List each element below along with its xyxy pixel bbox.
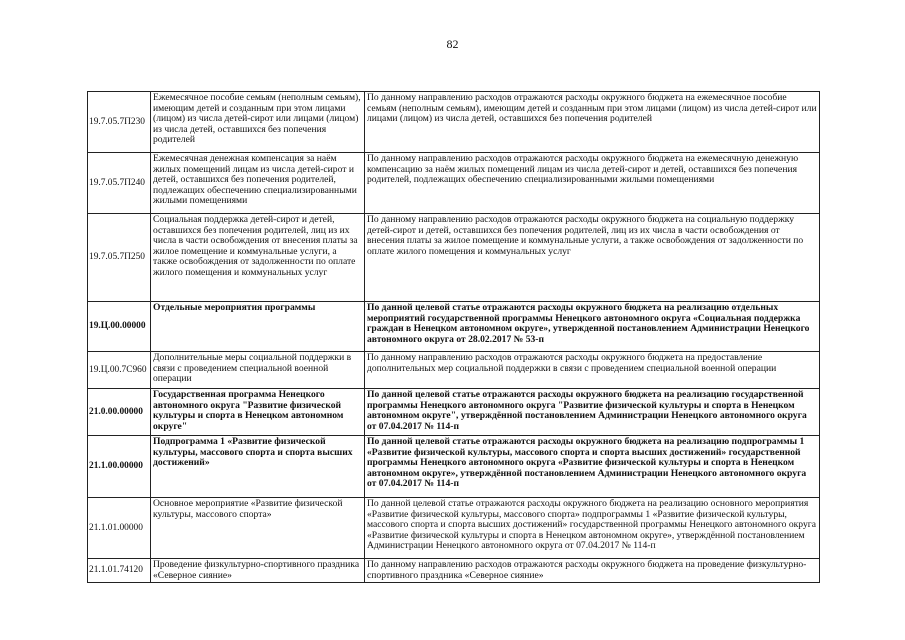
code-cell: 19.7.05.7П250 xyxy=(88,214,151,302)
name-cell: Социальная поддержка детей-сирот и детей, оставшихся без попечения родителей, лиц из их числа в части освобождения от внесения платы за жилое помещение и коммунальные услуги, а также освобождения от задолженности по оплате жилого помещения и коммунальных услуг xyxy=(151,214,365,302)
table-row xyxy=(88,92,820,153)
page-number: 82 xyxy=(446,37,459,51)
table-row xyxy=(88,389,820,436)
code-cell: 21.0.00.00000 xyxy=(88,389,151,436)
code-cell: 21.1.00.00000 xyxy=(88,436,151,498)
code-cell: 19.7.05.7П230 xyxy=(88,92,151,153)
name-cell: Подпрограмма 1 «Развитие физической культуры, массового спорта и спорта высших достижений» xyxy=(151,436,365,498)
table-row xyxy=(88,559,820,583)
code-cell: 19.Ц.00.7С960 xyxy=(88,352,151,389)
description-cell: По данному направлению расходов отражаются расходы окружного бюджета на проведение физкультурно-спортивного праздника «Северное сияние» xyxy=(365,559,820,583)
name-cell: Проведение физкультурно-спортивного праздника «Северное сияние» xyxy=(151,559,365,583)
description-cell: По данному направлению расходов отражаются расходы окружного бюджета на предоставление дополнительных мер социальной поддержки в связи с проведением специальной военной операции xyxy=(365,352,820,389)
code-cell: 19.Ц.00.00000 xyxy=(88,302,151,352)
name-cell: Ежемесячная денежная компенсация за наём жилых помещений лицам из числа детей-сирот и детей, оставшихся без попечения родителей, подлежащих обеспечению специализированными жилыми помещениями xyxy=(151,153,365,214)
description-cell: По данной целевой статье отражаются расходы окружного бюджета на реализацию подпрограммы 1 «Развитие физической культуры, массового спорта и спорта высших достижений» государственной программы Ненецкого автономного округа «Развитие физической культуры и спорта в Ненецком автономном округе», утверждённой постановлением Администрации Ненецкого автономного округа от 07.04.2017 № 114-п xyxy=(365,436,820,498)
code-cell: 21.1.01.74120 xyxy=(88,559,151,583)
code-cell: 19.7.05.7П240 xyxy=(88,153,151,214)
description-cell: По данной целевой статье отражаются расходы окружного бюджета на реализацию государственной программы Ненецкого автономного округа "Развитие физической культуры и спорта в Ненецком автономном округе", утверждённой постановлением Администрации Ненецкого автономного округа от 07.04.2017 № 114-п xyxy=(365,389,820,436)
budget-classification-table xyxy=(87,91,820,583)
table-row xyxy=(88,436,820,498)
name-cell: Основное мероприятие «Развитие физической культуры, массового спорта» xyxy=(151,498,365,559)
table-row xyxy=(88,498,820,559)
description-cell: По данному направлению расходов отражаются расходы окружного бюджета на ежемесячное пособие семьям (неполным семьям), имеющим детей и созданным при этом лицами (лицом) из числа детей-сирот или лицами (лицом) из числа детей, оставшихся без попечения родителей xyxy=(365,92,820,153)
table-row xyxy=(88,153,820,214)
name-cell: Государственная программа Ненецкого автономного округа "Развитие физической культуры и спорта в Ненецком автономном округе" xyxy=(151,389,365,436)
description-cell: По данной целевой статье отражаются расходы окружного бюджета на реализацию отдельных мероприятий государственной программы Ненецкого автономного округа «Социальная поддержка граждан в Ненецком автономном округе», утвержденной постановлением Администрации Ненецкого автономного округа от 28.02.2017 № 53-п xyxy=(365,302,820,352)
name-cell: Ежемесячное пособие семьям (неполным семьям), имеющим детей и созданным при этом лицами (лицом) из числа детей-сирот или лицами (лицом) из числа детей, оставшихся без попечения родителей xyxy=(151,92,365,153)
table-row xyxy=(88,214,820,302)
table-row xyxy=(88,352,820,389)
description-cell: По данной целевой статье отражаются расходы окружного бюджета на реализацию основного мероприятия «Развитие физической культуры, массового спорта» подпрограммы 1 «Развитие физической культуры, массового спорта и спорта высших достижений» государственной программы Ненецкого автономного округа «Развитие физической культуры и спорта в Ненецком автономном округе», утверждённой постановлением Администрации Ненецкого автономного округа от 07.04.2017 № 114-п xyxy=(365,498,820,559)
description-cell: По данному направлению расходов отражаются расходы окружного бюджета на ежемесячную денежную компенсацию за наём жилых помещений лицам из числа детей-сирот и детей, оставшихся без попечения родителей, подлежащих обеспечению специализированными жилыми помещениями xyxy=(365,153,820,214)
code-cell: 21.1.01.00000 xyxy=(88,498,151,559)
name-cell: Дополнительные меры социальной поддержки в связи с проведением специальной военной операции xyxy=(151,352,365,389)
name-cell: Отдельные мероприятия программы xyxy=(151,302,365,352)
table-row xyxy=(88,302,820,352)
description-cell: По данному направлению расходов отражаются расходы окружного бюджета на социальную поддержку детей-сирот и детей, оставшихся без попечения родителей, лиц из их числа в части освобождения от внесения платы за жилое помещение и коммунальные услуги, а также освобождения от задолженности по оплате жилого помещения и коммунальных услуг xyxy=(365,214,820,302)
